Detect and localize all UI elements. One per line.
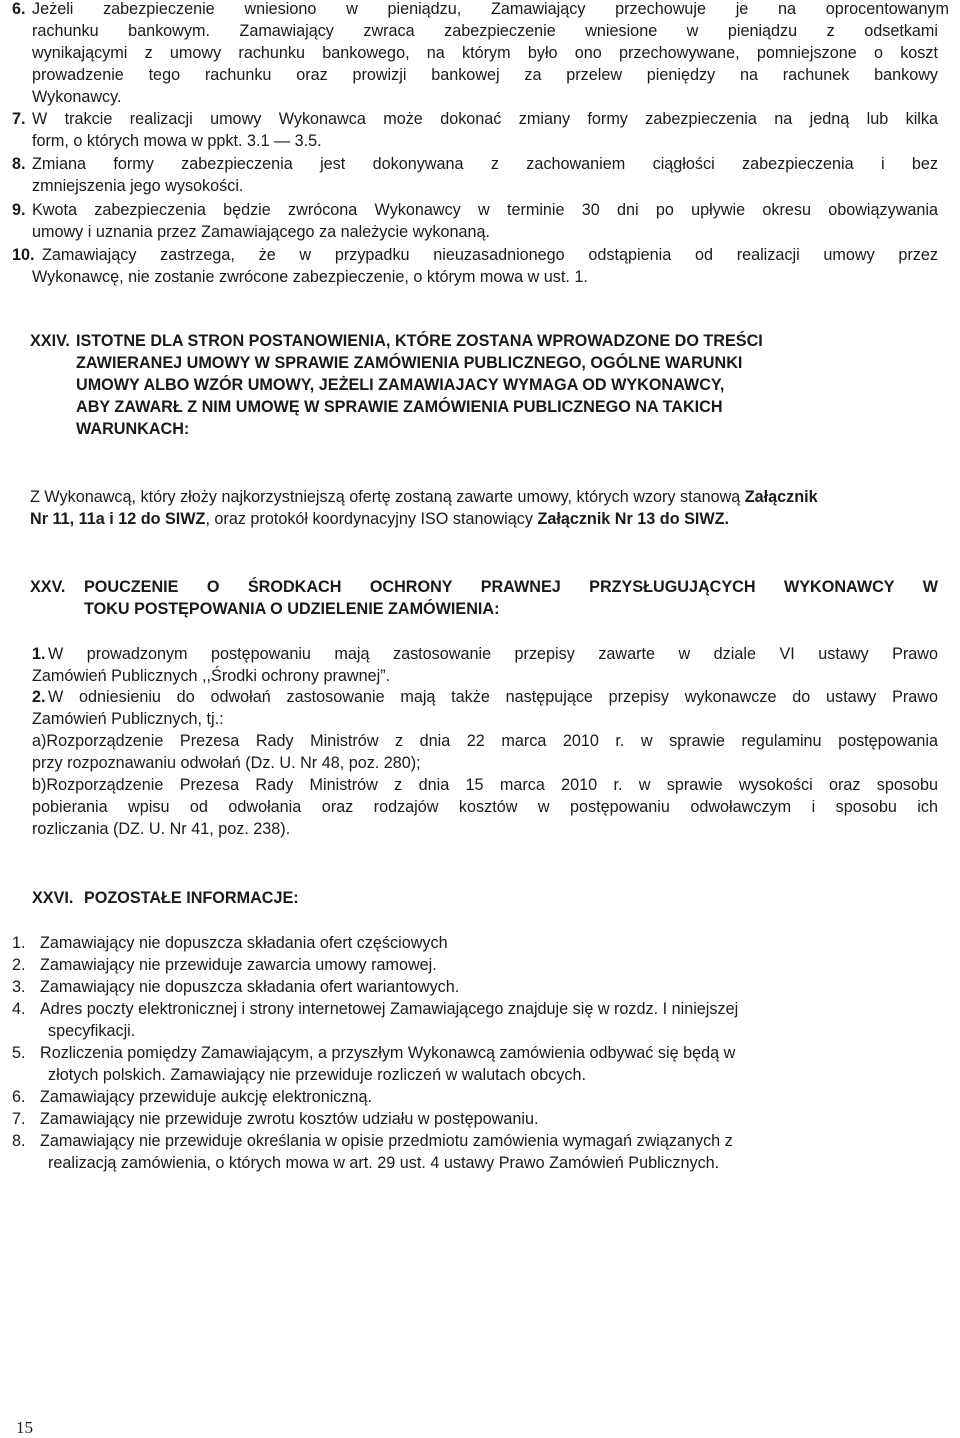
item-line: rozliczania (DZ. U. Nr 41, poz. 238).: [32, 820, 291, 838]
paragraph-line: Zamawiający zastrzega, że w przypadku nieuzasadnionego odstąpienia od realizacji umowy przez: [42, 246, 938, 264]
section-title-line: TOKU POSTĘPOWANIA O UDZIELENIE ZAMÓWIENIA:: [84, 600, 500, 618]
item-line: pobierania wpisu od odwołania oraz rodzajów kosztów w postępowaniu odwoławczym i sposobu ich: [32, 798, 938, 816]
section-title-line: ABY ZAWARŁ Z NIM UMOWĘ W SPRAWIE ZAMÓWIENIA PUBLICZNEGO NA TAKICH: [76, 398, 723, 416]
item-line: Zamówień Publicznych ,,Środki ochrony prawnej”.: [32, 667, 391, 685]
list-item: [0, 932, 960, 954]
item-line: przy rozpoznawaniu odwołań (Dz. U. Nr 48, poz. 280);: [32, 754, 421, 772]
paragraph-10: [0, 244, 960, 288]
paragraph-line: wynikającymi z umowy rachunku bankowego, na którym było ono przechowywane, pomniejszone o koszt: [32, 44, 938, 62]
list-text: Zamawiający przewiduje aukcję elektroniczną.: [40, 1088, 372, 1106]
body-line: [30, 508, 960, 530]
list-text: Zamawiający nie dopuszcza składania ofert częściowych: [40, 934, 448, 952]
paragraph-number: 7.: [12, 110, 26, 128]
section-xxv: [0, 576, 960, 620]
paragraph-line: umowy i uznania przez Zamawiającego za należycie wykonaną.: [32, 223, 490, 241]
list-number: 6.: [12, 1088, 26, 1106]
list-number: 5.: [12, 1044, 26, 1062]
section-title-line: ZAWIERANEJ UMOWY W SPRAWIE ZAMÓWIENIA PUBLICZNEGO, OGÓLNE WARUNKI: [76, 354, 743, 372]
list-item: [0, 1086, 960, 1108]
section-title-line: UMOWY ALBO WZÓR UMOWY, JEŻELI ZAMAWIAJACY WYMAGA OD WYKONAWCY,: [76, 376, 725, 394]
section-xxiv: [0, 330, 960, 440]
body-text: , oraz protokół koordynacyjny ISO stanowiący: [205, 510, 538, 528]
section-xxiv-body: [0, 486, 960, 530]
paragraph-number: 9.: [12, 201, 26, 219]
list-text: specyfikacji.: [48, 1022, 136, 1040]
paragraph-line: Zmiana formy zabezpieczenia jest dokonywana z zachowaniem ciągłości zabezpieczenia i bez: [32, 155, 938, 173]
list-text: Zamawiający nie dopuszcza składania ofert wariantowych.: [40, 978, 460, 996]
section-xxv-item-1: [0, 643, 960, 687]
list-text: Zamawiający nie przewiduje zawarcia umowy ramowej.: [40, 956, 437, 974]
item-line: b)Rozporządzenie Prezesa Rady Ministrów z dnia 15 marca 2010 r. w sprawie wysokości oraz sposobu: [32, 776, 938, 794]
list-item: [0, 1130, 960, 1174]
list-text: realizacją zamówienia, o których mowa w art. 29 ust. 4 ustawy Prawo Zamówień Publicznych.: [48, 1154, 720, 1172]
section-number: XXIV.: [30, 332, 70, 350]
paragraph-7: [0, 108, 960, 152]
paragraph-8: [0, 153, 960, 197]
section-xxvi: [0, 887, 960, 909]
item-line: W prowadzonym postępowaniu mają zastosowanie przepisy zawarte w dziale VI ustawy Prawo: [48, 645, 938, 663]
paragraph-line: Kwota zabezpieczenia będzie zwrócona Wykonawcy w terminie 30 dni po upływie okresu obowiązywania: [32, 201, 938, 219]
list-text: Zamawiający nie przewiduje zwrotu kosztów udziału w postępowaniu.: [40, 1110, 539, 1128]
paragraph-9: [0, 199, 960, 243]
list-item: [0, 954, 960, 976]
paragraph-number: 6.: [12, 0, 26, 18]
list-item: [0, 998, 960, 1042]
list-item: [0, 976, 960, 998]
paragraph-line: W trakcie realizacji umowy Wykonawca może dokonać zmiany formy zabezpieczenia na jedną lub kilka: [32, 110, 938, 128]
paragraph-line: rachunku bankowym. Zamawiający zwraca zabezpieczenie wniesione w pieniądzu z odsetkami: [32, 22, 938, 40]
paragraph-number: 8.: [12, 155, 26, 173]
section-title-line: POUCZENIE O ŚRODKACH OCHRONY PRAWNEJ PRZYSŁUGUJĄCYCH WYKONAWCY W: [84, 578, 938, 596]
paragraph-line: prowadzenie tego rachunku oraz prowizji bankowej za przelew pieniędzy na rachunek bankowy: [32, 66, 938, 84]
list-number: 4.: [12, 1000, 26, 1018]
body-text: Z Wykonawcą, który złoży najkorzystniejszą ofertę zostaną zawarte umowy, których wzory stanową: [30, 488, 745, 506]
list-item: [0, 1042, 960, 1086]
section-number: XXV.: [30, 578, 66, 596]
list-number: 8.: [12, 1132, 26, 1150]
list-number: 7.: [12, 1110, 26, 1128]
body-line: [30, 486, 960, 508]
item-number: 2.: [32, 688, 46, 706]
list-text: złotych polskich. Zamawiający nie przewiduje rozliczeń w walutach obcych.: [48, 1066, 587, 1084]
section-number: XXVI.: [32, 889, 74, 907]
item-line: Zamówień Publicznych, tj.:: [32, 710, 224, 728]
paragraph-line: Wykonawcy.: [32, 88, 122, 106]
list-text: Rozliczenia pomiędzy Zamawiającym, a przyszłym Wykonawcą zamówienia odbywać się będą w: [40, 1044, 736, 1062]
list-text: Zamawiający nie przewiduje określania w opisie przedmiotu zamówienia wymagań związanych z: [40, 1132, 733, 1150]
section-xxvi-list: [0, 932, 960, 1174]
list-text: Adres poczty elektronicznej i strony internetowej Zamawiającego znajduje się w rozdz. I niniejszej: [40, 1000, 739, 1018]
section-title-line: ISTOTNE DLA STRON POSTANOWIENIA, KTÓRE ZOSTANA WPROWADZONE DO TREŚCI: [76, 332, 763, 350]
attachment-reference: Nr 11, 11a i 12 do SIWZ: [30, 510, 206, 528]
paragraph-line: Jeżeli zabezpieczenie wniesiono w pieniądzu, Zamawiający przechowuje je na oprocentowanym: [32, 0, 949, 18]
section-title: POZOSTAŁE INFORMACJE:: [84, 889, 299, 907]
list-number: 1.: [12, 934, 26, 952]
page-number: 15: [16, 1418, 33, 1437]
list-number: 3.: [12, 978, 26, 996]
paragraph-line: form, o których mowa w ppkt. 3.1 — 3.5.: [32, 132, 322, 150]
paragraph-line: zmniejszenia jego wysokości.: [32, 177, 244, 195]
item-number: 1.: [32, 645, 46, 663]
section-title-line: WARUNKACH:: [76, 420, 190, 438]
list-item: [0, 1108, 960, 1130]
item-line: W odniesieniu do odwołań zastosowanie mają także następujące przepisy wykonawcze do ustawy Prawo: [48, 688, 938, 706]
paragraph-6: [0, 0, 960, 108]
list-number: 2.: [12, 956, 26, 974]
attachment-reference: Załącznik Nr 13 do SIWZ.: [537, 510, 730, 528]
section-xxv-item-2: [0, 686, 960, 840]
attachment-reference: Załącznik: [744, 488, 818, 506]
paragraph-line: Wykonawcę, nie zostanie zwrócone zabezpieczenie, o którym mowa w ust. 1.: [32, 268, 588, 286]
paragraph-number: 10.: [12, 246, 35, 264]
item-line: a)Rozporządzenie Prezesa Rady Ministrów z dnia 22 marca 2010 r. w sprawie regulaminu postępowania: [32, 732, 938, 750]
